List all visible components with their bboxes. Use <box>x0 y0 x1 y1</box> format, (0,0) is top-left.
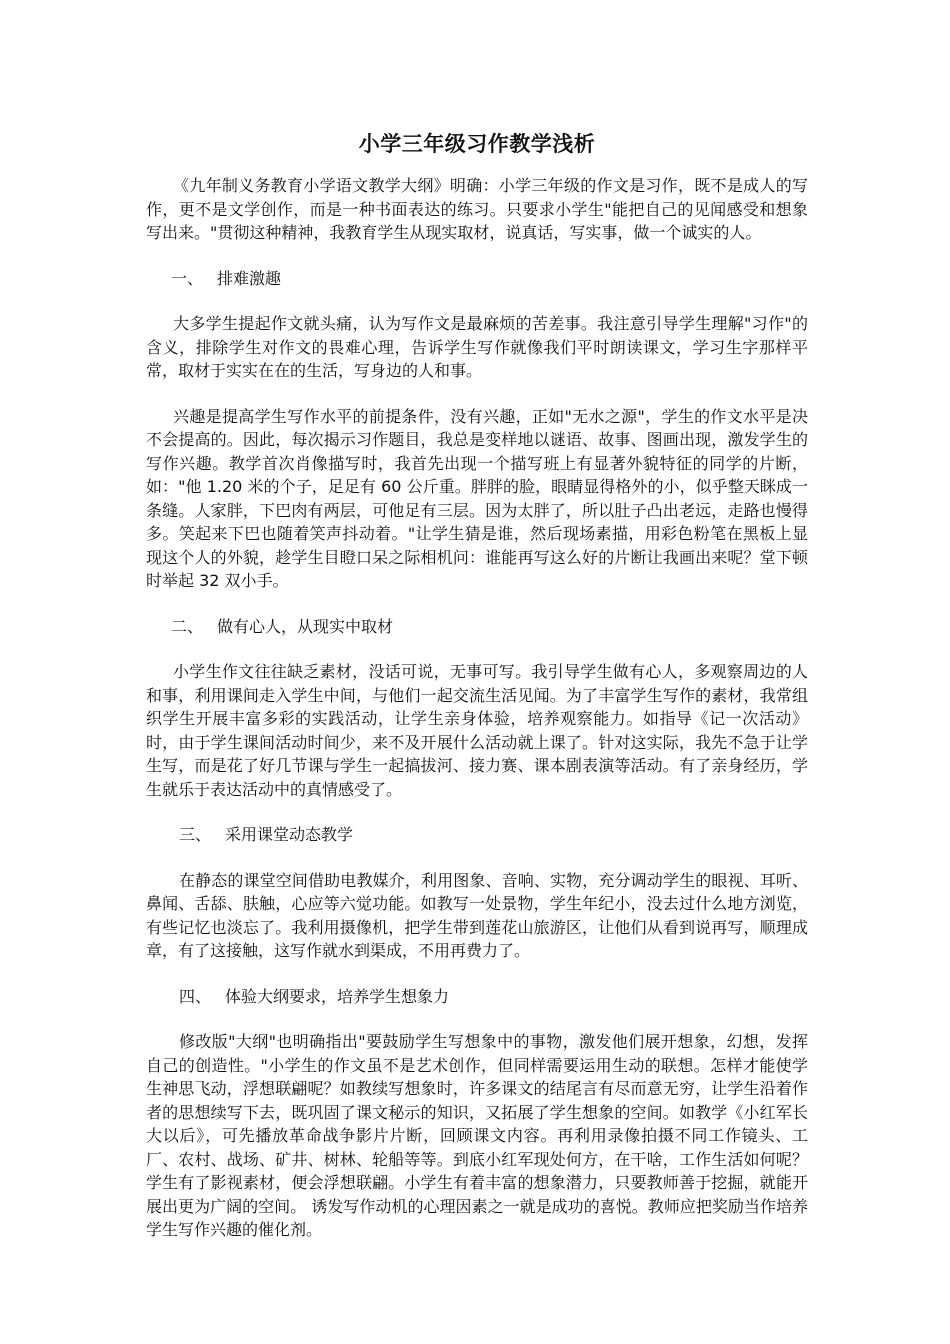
document-page <box>146 128 808 1264</box>
section-1-paragraph-1: 大多学生提起作文就头痛，认为写作文是最麻烦的苦差事。我注意引导学生理解"习作"的含义，排除学生对作文的畏难心理，告诉学生写作就像我们平时朗读课文，学习生字那样平常，取材于实实在在的生活，写身边的人和事。 <box>146 314 808 380</box>
section-title: 体验大纲要求，培养学生想象力 <box>225 986 450 1006</box>
section-title: 采用课堂动态教学 <box>225 825 354 844</box>
section-heading-3 <box>146 823 808 847</box>
section-4-paragraph-1: 修改版"大纲"也明确指出"要鼓励学生写想象中的事物，激发他们展开想象，幻想，发挥自己的创造性。"小学生的作文虽不是艺术创作，但同样需要运用生动的联想。怎样才能使学生神思飞动，浮想联翩呢？如教续写想象时，许多课文的结尾言有尽而意无穷，让学生沿着作者的思想续写下去，既巩固了课文秘示的知识，又拓展了学生想象的空间。如教学《小红军长大以后》，可先播放革命战争影片片断，回顾课文内容。再利用录像拍摄不同工作镜头、工厂、农村、战场、矿井、树林、轮船等等。到底小红军现处何方，在干啥，工作生活如何呢？学生有了影视素材，便会浮想联翩。小学生有着丰富的想象潜力，只要教师善于挖掘，就能开展出更为广阔的空间。 诱发写作动机的心理因素之一就是成功的喜悦。教师应把奖励当作培养学生写作兴趣的催化剂。 <box>146 1032 808 1239</box>
section-1-paragraph-2: 兴趣是提高学生写作水平的前提条件，没有兴趣，正如"无水之源"，学生的作文水平是决不会提高的。因此，每次揭示习作题目，我总是变样地以谜语、故事、图画出现，激发学生的写作兴趣。教学首次肖像描写时，我首先出现一个描写班上有显著外貌特征的同学的片断，如："他 1.20 米的个子，足足有 60 公斤重。胖胖的脸，眼睛显得格外的小，似乎整天眯成一条缝。人家胖，下巴肉有两层，可他足有三层。因为太胖了，所以肚子凸出老远，走路也慢得多。笑起来下巴也随着笑声抖动着。"让学生猜是谁，然后现场素描，用彩色粉笔在黑板上显现这个人的外貌，趁学生目瞪口呆之际相机问：谁能再写这么好的片断让我画出来呢？堂下顿时举起 32 双小手。 <box>146 406 808 590</box>
section-title: 排难激趣 <box>217 268 282 288</box>
section-3-paragraph-1: 在静态的课堂空间借助电教媒介，利用图象、音响、实物，充分调动学生的眼视、耳听、鼻闻、舌舔、肤触，心应等六觉功能。如教写一处景物，学生年纪小，没去过什么地方浏览，有些记忆也淡忘了。我利用摄像机，把学生带到莲花山旅游区，让他们从看到说再写，顺理成章，有了这接触，这写作就水到渠成，不用再费力了。 <box>146 870 808 960</box>
document-title: 小学三年级习作教学浅析 <box>358 132 596 156</box>
section-number: 三、 <box>179 825 212 844</box>
section-number: 二、 <box>171 616 204 636</box>
section-number: 一、 <box>171 268 204 288</box>
section-heading-1 <box>146 267 808 291</box>
section-number: 四、 <box>179 986 212 1006</box>
section-title: 做有心人，从现实中取材 <box>217 616 394 636</box>
section-heading-2 <box>146 615 808 639</box>
section-2-paragraph-1: 小学生作文往往缺乏素材，没话可说，无事可写。我引导学生做有心人，多观察周边的人和事，利用课间走入学生中间，与他们一起交流生活见闻。为了丰富学生写作的素材，我常组织学生开展丰富多彩的实践活动，让学生亲身体验，培养观察能力。如指导《记一次活动》时，由于学生课间活动时间少，来不及开展什么活动就上课了。针对这实际，我先不急于让学生写，而是花了好几节课与学生一起搞拔河、接力赛、课本剧表演等活动。有了亲身经历，学生就乐于表达活动中的真情感受了。 <box>146 662 808 799</box>
intro-paragraph: 《九年制义务教育小学语文教学大纲》明确：小学三年级的作文是习作，既不是成人的写作，更不是文学创作，而是一种书面表达的练习。只要求小学生"能把自己的见闻感受和想象写出来。"贯彻这种精神，我教育学生从现实取材，说真话，写实事，做一个诚实的人。 <box>146 176 808 242</box>
section-heading-4 <box>146 985 808 1009</box>
